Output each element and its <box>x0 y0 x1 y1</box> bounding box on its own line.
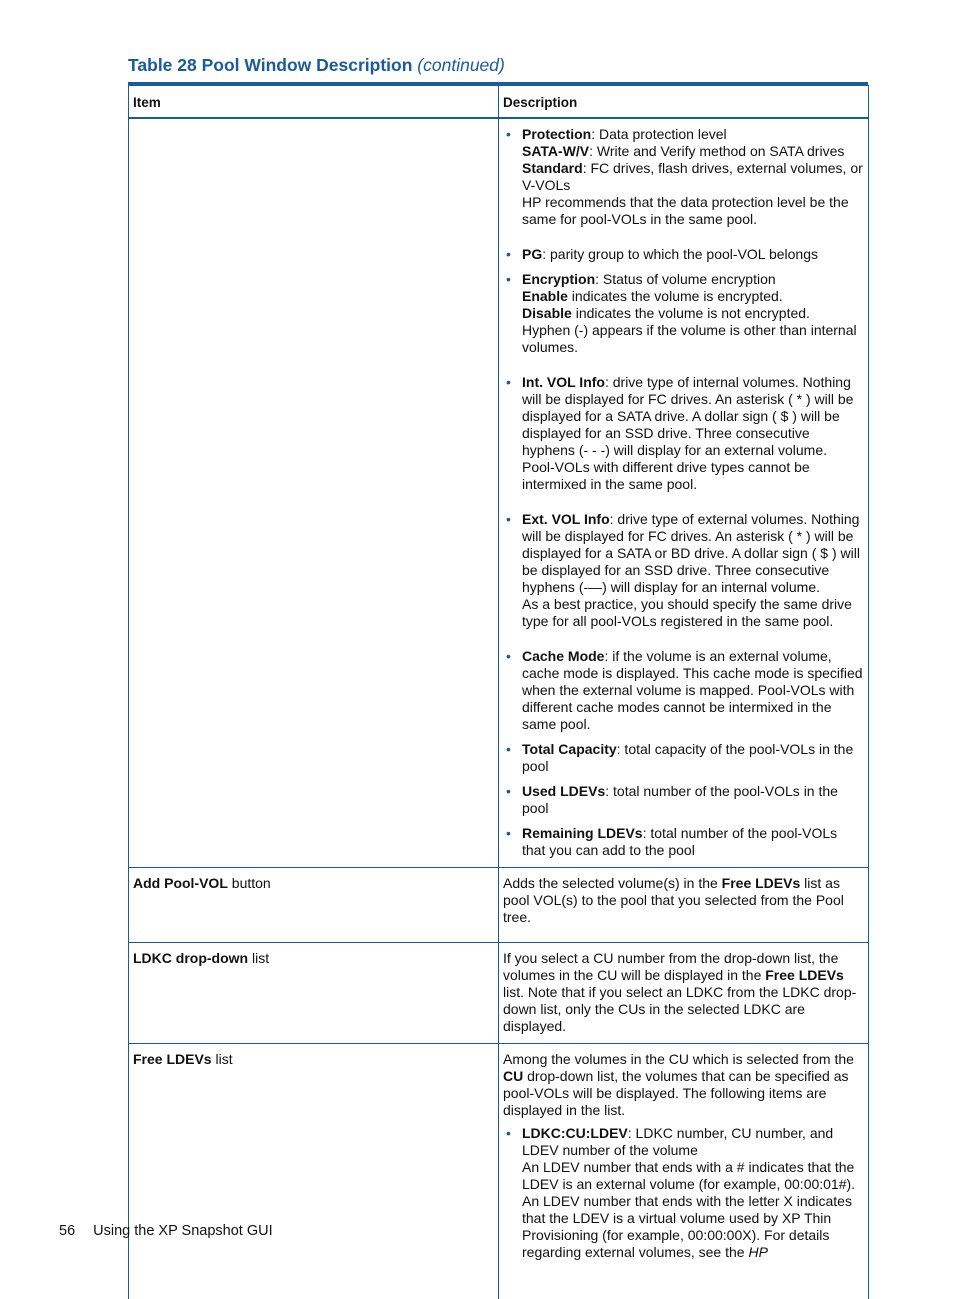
list-item-ldkc-cu-ldev <box>503 1125 864 1261</box>
note-int-vol: Pool-VOLs with different drive types cannot be intermixed in the same pool. <box>522 459 864 493</box>
term-ldkc-cu-ldev: LDKC:CU:LDEV <box>522 1125 628 1141</box>
term-encryption: Encryption <box>522 271 595 287</box>
table-caption-title: Table 28 Pool Window Description <box>128 55 412 75</box>
table-row <box>129 943 869 1044</box>
item-cell <box>129 943 499 1044</box>
item-cell <box>129 1044 499 1299</box>
text-total-capacity: : total capacity of the pool-VOLs in the pool <box>522 741 853 774</box>
term-enable: Enable <box>522 288 568 304</box>
description-cell <box>499 118 869 868</box>
table-row <box>129 1044 869 1299</box>
term-remaining-ldevs: Remaining LDEVs <box>522 825 643 841</box>
term-used-ldevs: Used LDEVs <box>522 783 605 799</box>
bullet-icon: • <box>506 126 511 143</box>
text-ext-vol: : drive type of external volumes. Nothing will be displayed for FC drives. An asterisk ( * ) will be displayed for a SATA or BD drive. A dollar sign ( $ ) will be displayed for an SSD drive. Three consecutive hyphens (-—) will display for an internal volume. <box>522 511 860 595</box>
item-ldkc-drop-down: LDKC drop-down <box>133 950 248 966</box>
desc-text: Adds the selected volume(s) in the <box>503 875 722 891</box>
description-cell <box>499 868 869 943</box>
list-item-total-capacity <box>503 741 864 775</box>
text-ldkc-cu-ldev: : LDKC number, CU number, and LDEV number of the volume <box>522 1125 833 1158</box>
text-encryption: : Status of volume encryption <box>595 271 776 287</box>
item-cell <box>129 118 499 868</box>
bullet-icon: • <box>506 825 511 842</box>
page-number: 56 <box>59 1223 75 1239</box>
item-cell <box>129 868 499 943</box>
term-int-vol: Int. VOL Info <box>522 374 605 390</box>
text-cache-mode: : if the volume is an external volume, cache mode is displayed. This cache mode is specified when the external volume is mapped. Pool-VOLs with different cache modes cannot be intermixed in the same pool. <box>522 648 863 732</box>
table-row <box>129 868 869 943</box>
footer-title: Using the XP Snapshot GUI <box>93 1223 272 1239</box>
header-item: Item <box>129 86 499 119</box>
note-ext-vol: As a best practice, you should specify the same drive type for all pool-VOLs registered in the same pool. <box>522 596 864 630</box>
list-item-int-vol <box>503 374 864 493</box>
item-free-ldevs: Free LDEVs <box>133 1051 212 1067</box>
table-header-row <box>129 86 869 119</box>
note-ldkc-cu-ldev-italic: HP <box>748 1244 767 1260</box>
list-item-encryption <box>503 271 864 356</box>
text-remaining-ldevs: : total number of the pool-VOLs that you can add to the pool <box>522 825 837 858</box>
text-int-vol: : drive type of internal volumes. Nothing will be displayed for FC drives. An asterisk ( * ) will be displayed for a SATA drive. A dollar sign ( $ ) will be displayed for an SSD drive. Three consecutive hyphens (- - -) will display for an external volume. <box>522 374 853 458</box>
bullet-icon: • <box>506 374 511 391</box>
bullet-icon: • <box>506 511 511 528</box>
bullet-icon: • <box>506 741 511 758</box>
note-protection: HP recommends that the data protection level be the same for pool-VOLs in the same pool. <box>522 194 864 228</box>
desc-text: Among the volumes in the CU which is selected from the <box>503 1051 854 1067</box>
item-add-pool-vol: Add Pool-VOL <box>133 875 228 891</box>
pool-window-table <box>128 82 868 1210</box>
term-protection: Protection <box>522 126 591 142</box>
term-disable: Disable <box>522 305 572 321</box>
description-cell <box>499 1044 869 1299</box>
desc-term: Free LDEVs <box>722 875 801 891</box>
table-caption <box>128 55 505 76</box>
column-list <box>503 1125 864 1261</box>
bullet-icon: • <box>506 1125 511 1142</box>
desc-term: Free LDEVs <box>765 967 844 983</box>
list-item-used-ldevs <box>503 783 864 817</box>
bullet-icon: • <box>506 648 511 665</box>
desc-text: list as pool VOL(s) to the pool that you selected from the Pool tree. <box>503 875 844 925</box>
term-total-capacity: Total Capacity <box>522 741 617 757</box>
bullet-icon: • <box>506 271 511 288</box>
term-satawv: SATA-W/V <box>522 143 589 159</box>
column-list <box>503 126 864 859</box>
item-suffix: button <box>228 875 271 891</box>
text-pg: : parity group to which the pool-VOL belongs <box>542 246 818 262</box>
term-pg: PG <box>522 246 542 262</box>
note-ldkc-cu-ldev: An LDEV number that ends with a # indicates that the LDEV is an external volume (for example, 00:00:01#). An LDEV number that ends with the letter X indicates that the LDEV is a virtual volume used by XP Thin Provisioning (for example, 00:00:00X). For details regarding external volumes, see the <box>522 1159 855 1260</box>
term-cache-mode: Cache Mode <box>522 648 604 664</box>
item-suffix: list <box>212 1051 233 1067</box>
text-standard: : FC drives, flash drives, external volumes, or V-VOLs <box>522 160 863 193</box>
text-used-ldevs: : total number of the pool-VOLs in the pool <box>522 783 838 816</box>
desc-text: If you select a CU number from the drop-down list, the volumes in the CU will be displayed in the <box>503 950 838 983</box>
list-item-cache-mode <box>503 648 864 733</box>
page-footer <box>59 1223 273 1239</box>
desc-text: list. Note that if you select an LDKC from the LDKC drop-down list, only the CUs in the selected LDKC are displayed. <box>503 984 856 1034</box>
desc-text: drop-down list, the volumes that can be specified as pool-VOLs will be displayed. The following items are displayed in the list. <box>503 1068 849 1118</box>
text-enable: indicates the volume is encrypted. <box>568 288 783 304</box>
list-item-protection <box>503 126 864 228</box>
text-protection: : Data protection level <box>591 126 726 142</box>
note-encryption: Hyphen (-) appears if the volume is other than internal volumes. <box>522 322 864 356</box>
list-item-ext-vol <box>503 511 864 630</box>
desc-term: CU <box>503 1068 523 1084</box>
description-cell <box>499 943 869 1044</box>
text-satawv: : Write and Verify method on SATA drives <box>589 143 844 159</box>
table-row <box>129 118 869 868</box>
term-ext-vol: Ext. VOL Info <box>522 511 610 527</box>
list-item-remaining-ldevs <box>503 825 864 859</box>
header-description: Description <box>499 86 869 119</box>
term-standard: Standard <box>522 160 583 176</box>
item-suffix: list <box>248 950 269 966</box>
bullet-icon: • <box>506 246 511 263</box>
text-disable: indicates the volume is not encrypted. <box>572 305 810 321</box>
table-caption-continued: (continued) <box>417 55 505 75</box>
bullet-icon: • <box>506 783 511 800</box>
list-item-pg <box>503 246 864 263</box>
